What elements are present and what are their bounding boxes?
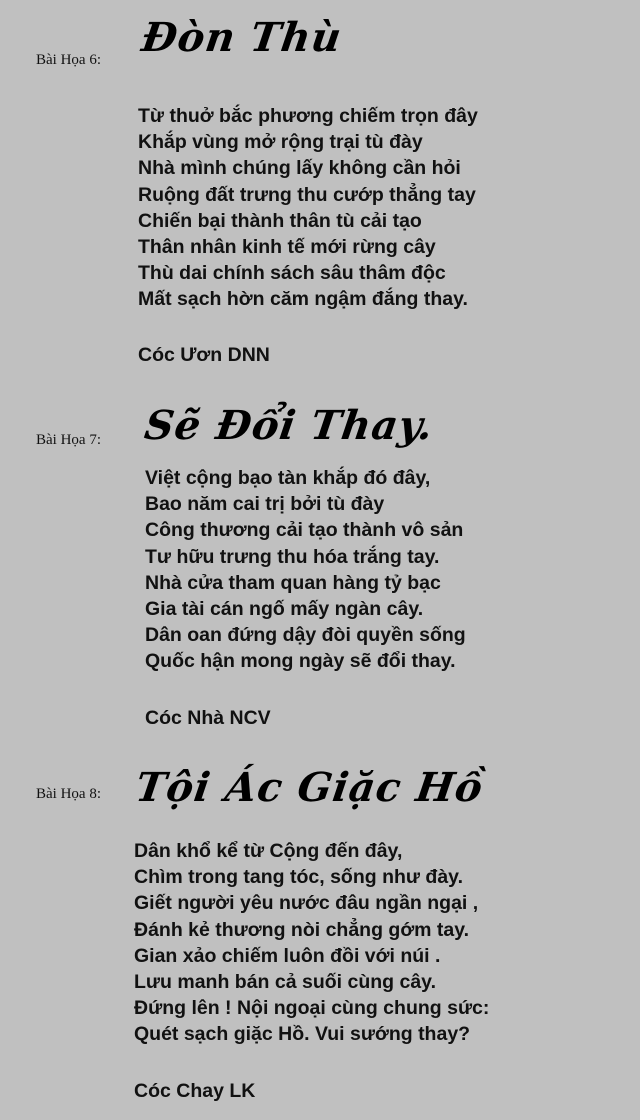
poem-lines xyxy=(134,838,489,1048)
poem-line: Bao năm cai trị bởi tù đày xyxy=(145,493,385,516)
poem-author: Cóc Nhà NCV xyxy=(145,707,271,729)
poem-label: Bài Họa 7: xyxy=(36,432,101,448)
poem-line: Đánh kẻ thương nòi chẳng gớm tay. xyxy=(134,918,470,941)
poem-title: Đòn Thù xyxy=(138,14,345,61)
poem-author: Cóc Chay LK xyxy=(134,1080,256,1102)
poem-line: Lưu manh bán cả suối cùng cây. xyxy=(134,971,436,994)
poem-line: Dân khổ kể từ Cộng đến đây, xyxy=(134,840,403,862)
poem-label: Bài Họa 6: xyxy=(36,52,101,68)
poem-line: Đứng lên ! Nội ngoại cùng chung sức: xyxy=(134,997,490,1020)
poem-line: Ruộng đất trưng thu cướp thẳng tay xyxy=(138,183,476,206)
poem-line: Quét sạch giặc Hồ. Vui sướng thay? xyxy=(134,1023,471,1046)
poem-line: Thù dai chính sách sâu thâm độc xyxy=(138,262,446,285)
poem-line: Từ thuở bắc phương chiếm trọn đây xyxy=(138,105,478,127)
poem-line: Mất sạch hờn căm ngậm đắng thay. xyxy=(138,288,468,311)
poem-line: Công thương cải tạo thành vô sản xyxy=(145,519,464,542)
poem-line: Nhà cửa tham quan hàng tỷ bạc xyxy=(145,571,441,594)
poem-title: Sẽ Đổi Thay. xyxy=(141,402,437,449)
poem-line: Việt cộng bạo tàn khắp đó đây, xyxy=(145,467,431,489)
poem-author: Cóc Ươn DNN xyxy=(138,344,270,366)
poem-title: Tội Ác Giặc Hồ xyxy=(132,764,487,811)
poem-line: Giết người yêu nước đâu ngần ngại , xyxy=(134,892,479,915)
poem-line: Gian xảo chiếm luôn đồi với núi . xyxy=(134,944,441,967)
poem-line: Nhà mình chúng lấy không cần hỏi xyxy=(138,157,461,180)
poem-line: Tư hữu trưng thu hóa trắng tay. xyxy=(145,545,440,568)
poem-line: Gia tài cán ngố mấy ngàn cây. xyxy=(145,598,424,621)
poem-label: Bài Họa 8: xyxy=(36,786,101,802)
poem-line: Chiến bại thành thân tù cải tạo xyxy=(138,209,422,232)
poem-line: Khắp vùng mở rộng trại tù đày xyxy=(138,131,423,154)
poem-line: Chìm trong tang tóc, sống như đày. xyxy=(134,866,463,889)
poem-lines xyxy=(145,465,466,675)
poem-lines xyxy=(138,103,478,313)
poem-line: Dân oan đứng dậy đòi quyền sống xyxy=(145,624,466,647)
poem-line: Quốc hận mong ngày sẽ đổi thay. xyxy=(145,650,456,673)
poem-line: Thân nhân kinh tế mới rừng cây xyxy=(138,236,436,259)
